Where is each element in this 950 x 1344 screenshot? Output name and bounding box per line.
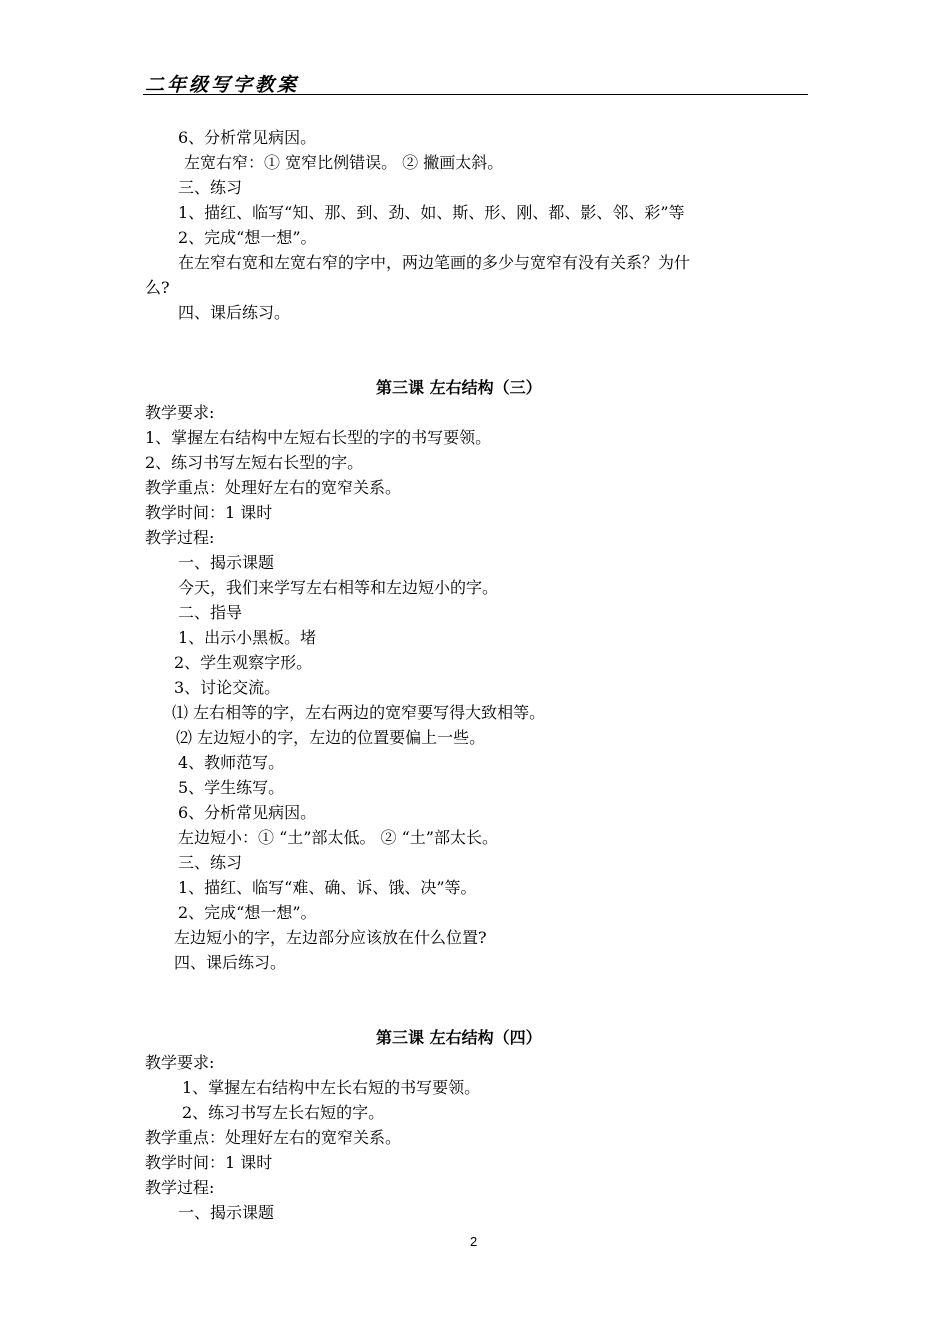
text-line: 2、学生观察字形。	[174, 653, 313, 672]
text-line: 1、描红、临写“难、确、诉、饿、决”等。	[178, 878, 477, 897]
text-line: 左边短小：① “土”部太低。 ② “土”部太长。	[178, 828, 498, 847]
document-header-title: 二年级写字教案	[145, 74, 300, 96]
text-line: 1、出示小黑板。堵	[178, 628, 317, 647]
text-line: 6、分析常见病因。	[178, 128, 317, 147]
text-line: 6、分析常见病因。	[178, 803, 317, 822]
text-line: 2、完成“想一想”。	[178, 903, 317, 922]
text-line: 2、练习书写左短右长型的字。	[145, 453, 364, 472]
text-line: 3、讨论交流。	[174, 678, 281, 697]
text-line: 三、练习	[178, 178, 243, 197]
header-rule	[143, 94, 808, 95]
text-line: 三、练习	[178, 853, 243, 872]
text-line: 1、描红、临写“知、那、到、劲、如、斯、形、刚、都、影、邻、彩”等	[178, 203, 685, 222]
text-line: 5、学生练写。	[178, 778, 285, 797]
text-line: 2、练习书写左长右短的字。	[182, 1103, 385, 1122]
text-line: 4、教师范写。	[178, 753, 285, 772]
lesson-title: 第三课 左右结构（三）	[376, 378, 542, 397]
text-line: 四、课后练习。	[174, 953, 287, 972]
text-line: 1、掌握左右结构中左长右短的书写要领。	[182, 1078, 481, 1097]
text-line: 四、课后练习。	[178, 303, 291, 322]
text-line: 么?	[145, 278, 170, 297]
text-line: 今天，我们来学写左右相等和左边短小的字。	[178, 578, 499, 597]
text-line: 教学时间：1 课时	[145, 1153, 273, 1172]
text-line: 教学时间：1 课时	[145, 503, 273, 522]
text-line: 2、完成“想一想”。	[178, 228, 317, 247]
lesson-title: 第三课 左右结构（四）	[376, 1028, 542, 1047]
text-line: 教学重点：处理好左右的宽窄关系。	[145, 478, 402, 497]
page-number: 2	[470, 1234, 478, 1249]
text-line: 教学要求:	[145, 1053, 215, 1072]
text-line: 在左窄右宽和左宽右窄的字中，两边笔画的多少与宽窄有没有关系？为什	[178, 253, 691, 272]
text-line: 二、指导	[178, 603, 243, 622]
text-line: 教学过程:	[145, 1178, 215, 1197]
text-line: 一、揭示课题	[178, 1203, 275, 1222]
text-line: 左宽右窄：① 宽窄比例错误。 ② 撇画太斜。	[184, 153, 504, 172]
text-line: 教学要求:	[145, 403, 215, 422]
text-line: 1、掌握左右结构中左短右长型的字的书写要领。	[145, 428, 492, 447]
text-line: ⑵ 左边短小的字，左边的位置要偏上一些。	[176, 728, 486, 747]
text-line: 左边短小的字，左边部分应该放在什么位置?	[174, 928, 487, 947]
text-line: 一、揭示课题	[178, 553, 275, 572]
text-line: 教学过程:	[145, 528, 215, 547]
text-line: ⑴ 左右相等的字，左右两边的宽窄要写得大致相等。	[172, 703, 546, 722]
text-line: 教学重点：处理好左右的宽窄关系。	[145, 1128, 402, 1147]
